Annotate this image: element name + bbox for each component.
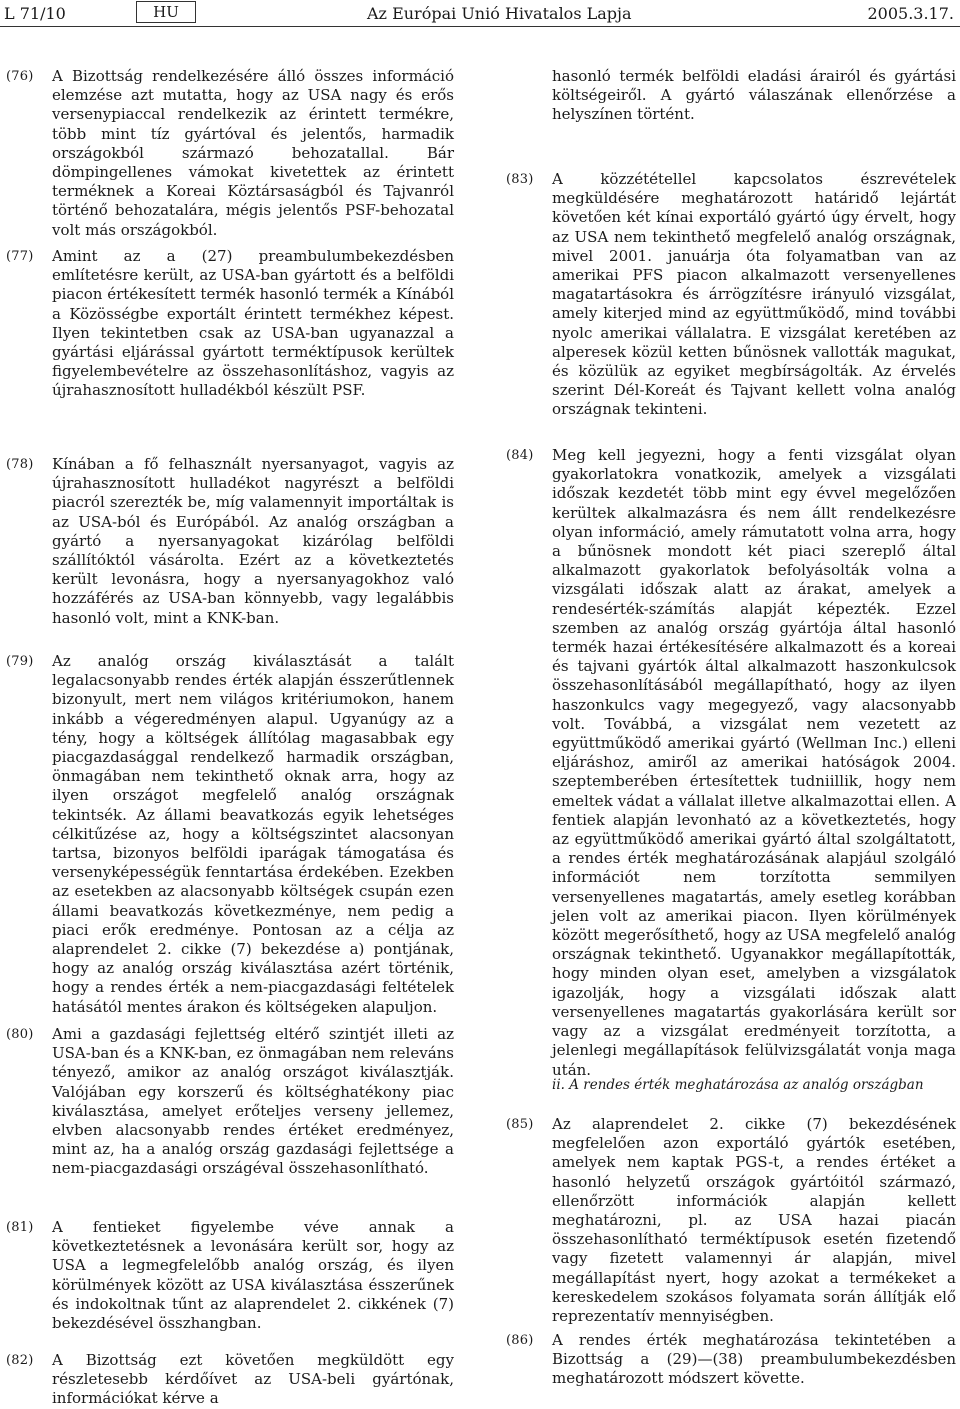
paragraph-text: Meg kell jegyezni, hogy a fenti vizsgálat olyan gyakorlatokra vonatkozik, amelyek a vizsgálati időszak kezdetét több mint egy évvel megelőzően kerültek alkalmazásra és nem állt rendelkezésre olyan információ, amely rámutatott volna arra, hogy a bűnösnek mondott két piaci szereplő által alkalmazott gyakorlatok befolyásolták volna a vizsgálati időszak alatt az árakat, amelyek a rendesérték-számítás alapját képezték. Ezzel szemben az analóg ország gyártója által hasonló termék hazai értékesítésére alkalmazott és a koreai és tajvani gyártók által alkalmazott haszonkulcsok összehasonlításából megállapítható, hogy az ilyen haszonkulcs vagy megegyező, vagy alacsonyabb volt. Továbbá, a vizsgálat nem vezetett az együttműködő amerikai gyártó (Wellman Inc.) elleni eljáráshoz, amiről az amerikai hatóságok 2004. szeptemberében értesítettek tudniillik, hogy nem emeltek vádat a vállalat illetve alkalmazottai ellen. A fentiek alapján levonható az a következtetés, hogy az együttműködő amerikai gyártó által szolgáltatott, a rendes érték meghatározásának alapjául szolgáló információt nem torzította semmilyen versenyellenes magatartás, amely esetleg korábban jelen volt az amerikai piacon. Ilyen körülmények között megerősíthető, hogy az USA megfelelő analóg országnak tekinthető. Ugyanakkor megállapították, hogy minden olyan eset, amelyben a vizsgálatok igazolják, hogy a vizsgálati időszak alatt versenyellenes magatartás gyakorlására került sor vagy az a vizsgálat eredményeit torzította, a jelenlegi megállapítások felülvizsgálatát vonja maga után. xyxy=(552,446,956,1079)
paragraph-text: A Bizottság ezt követően megküldött egy részletesebb kérdőívet az USA-beli gyártónak, információkat kérve a xyxy=(52,1351,454,1408)
section-subheading: ii. A rendes érték meghatározása az analóg országban xyxy=(552,1077,924,1093)
language-badge: HU xyxy=(136,1,196,23)
paragraph-number: (82) xyxy=(6,1353,34,1368)
page-number: L 71/10 xyxy=(4,4,66,23)
paragraph-number: (77) xyxy=(6,249,34,264)
paragraph-number: (83) xyxy=(506,172,534,187)
paragraph-text: Amint az a (27) preambulumbekezdésben említetésre került, az USA-ban gyártott és a belföldi piacon értékesített termék hasonló termék a Kínából a Közösségbe exportált érintett termékhez képest. Ilyen tekintetben csak az USA-ban ugyanazzal a gyártási eljárással gyártott terméktípusok kerültek figyelembevételre az összehasonlításhoz, vagyis az újrahasznosított hulladékból készült PSF. xyxy=(52,247,454,400)
paragraph-text: Kínában a fő felhasznált nyersanyagot, vagyis az újrahasznosított hulladékot nagyrészt a belföldi piacról szerezték be, míg valamennyit importáltak is az USA-ból és Európából. Az analóg országban a gyártó a nyersanyagokat kizárólag belföldi szállítóktól vásárolta. Ezért az a következtetés került levonásra, hogy a nyersanyagokhoz való hozzáférés az USA-ban könnyebb, vagy legalábbis hasonló volt, mint a KNK-ban. xyxy=(52,455,454,627)
paragraph-number: (81) xyxy=(6,1220,34,1235)
paragraph-text: A Bizottság rendelkezésére álló összes információ elemzése azt mutatta, hogy az USA nagy és erős versenypiaccal rendelkezik az érintett termékre, több mint tíz gyártóval és jelentős, harmadik országokból származó behozatallal. Bár dömpingellenes vámokat kivetettek az érintett terméknek a Koreai Köztársaságból és Tajvanról történő behozatalára, mégis jelentős PSF-behozatal volt más országokból. xyxy=(52,67,454,239)
paragraph-text: A közzététellel kapcsolatos észrevételek megküldésére meghatározott határidő lejártát követően két kínai exportáló gyártó úgy érvelt, hogy az USA nem tekinthető megfelelő analóg országnak, mivel 2001. januárja óta folyamatban van az amerikai PFS piacon alkalmazott versenyellenes magatartásokra és árrögzítésre irányuló vizsgálat, amely kiterjed mind az együttműködő, mind további nyolc amerikai vállalatra. E vizsgálat keretében az alperesek közül ketten bűnösnek vallották magukat, és közülük az egyiket megbírságolták. Az érvelés szerint Dél-Koreát és Tajvant kellett volna analóg országnak tekinteni. xyxy=(552,170,956,419)
paragraph-number: (76) xyxy=(6,69,34,84)
paragraph-number: (79) xyxy=(6,654,34,669)
paragraph-number: (80) xyxy=(6,1027,34,1042)
paragraph-text: Ami a gazdasági fejlettség eltérő szintjét illeti az USA-ban és a KNK-ban, ez önmagában nem releváns tényező, amikor az analóg országot kiválasztják. Valójában egy korszerű és költséghatékony piac kiválasztása, amelyet erőteljes verseny jellemez, elvben alacsonyabb rendes értéket eredményez, mint az, ha a analóg ország gazdasági fejlettsége a nem-piacgazdasági országéval összehasonlítható. xyxy=(52,1025,454,1178)
header-rule xyxy=(0,26,960,27)
publication-date: 2005.3.17. xyxy=(867,4,954,23)
page-header xyxy=(0,0,960,30)
paragraph-text: A fentieket figyelembe véve annak a következtetésnek a levonására került sor, hogy az USA a legmegfelelőbb analóg ország, és ilyen körülmények között az USA kiválasztása ésszerűnek és indokoltnak tűnt az alaprendelet 2. cikkének (7) bekezdésével összhangban. xyxy=(52,1218,454,1333)
paragraph-number: (78) xyxy=(6,457,34,472)
paragraph-text: hasonló termék belföldi eladási árairól és gyártási költségeiről. A gyártó válaszának ellenőrzése a helyszínen történt. xyxy=(552,67,956,124)
paragraph-text: Az alaprendelet 2. cikke (7) bekezdésének megfelelően azon exportáló gyártók esetében, amelyek nem kaptak PGS-t, a rendes értéket a hasonló helyzetű országok gyártóitól származó, ellenőrzött információk alapján kellett meghatározni, pl. az USA hazai piacán összehasonlítható terméktípusok esetén fizetendő vagy fizetett valamennyi ár alapján, mivel megállapítást nyert, hogy azokat a termékeket a kereskedelem szokásos folyamata során állítják elő reprezentatív mennyiségben. xyxy=(552,1115,956,1326)
paragraph-number: (86) xyxy=(506,1333,534,1348)
journal-title: Az Európai Unió Hivatalos Lapja xyxy=(367,4,632,23)
paragraph-text: Az analóg ország kiválasztását a talált legalacsonyabb rendes érték alapján ésszerűtlennek bizonyult, mert nem világos kritériumokon, hanem inkább a végeredményen alapul. Ugyanúgy az a tény, hogy a költségek állítólag magasabbak egy piacgazdasággal rendelkező harmadik országban, önmagában nem tekinthető oknak arra, hogy az ilyen országot megfelelő analóg országnak tekintsék. Az állami beavatkozás egyik lehetséges célkitűzése az, hogy a költségszintet alacsonyan tartsa, bizonyos belföldi iparágak támogatása és versenyképességük fenntartása érdekében. Ezekben az esetekben az alacsonyabb költségek csupán ezen állami beavatkozás következménye, nem pedig a piaci erők eredménye. Pontosan az a célja az alaprendelet 2. cikke (7) bekezdése a) pontjának, hogy az analóg ország kiválasztása azért történik, hogy a rendes érték a nem-piacgazdasági feltételek hatásától mentes árakon és költségeken alapuljon. xyxy=(52,652,454,1016)
paragraph-text: A rendes érték meghatározása tekintetében a Bizottság a (29)—(38) preambulumbekezdésben meghatározott módszert követte. xyxy=(552,1331,956,1388)
paragraph-number: (85) xyxy=(506,1117,534,1132)
paragraph-number: (84) xyxy=(506,448,534,463)
